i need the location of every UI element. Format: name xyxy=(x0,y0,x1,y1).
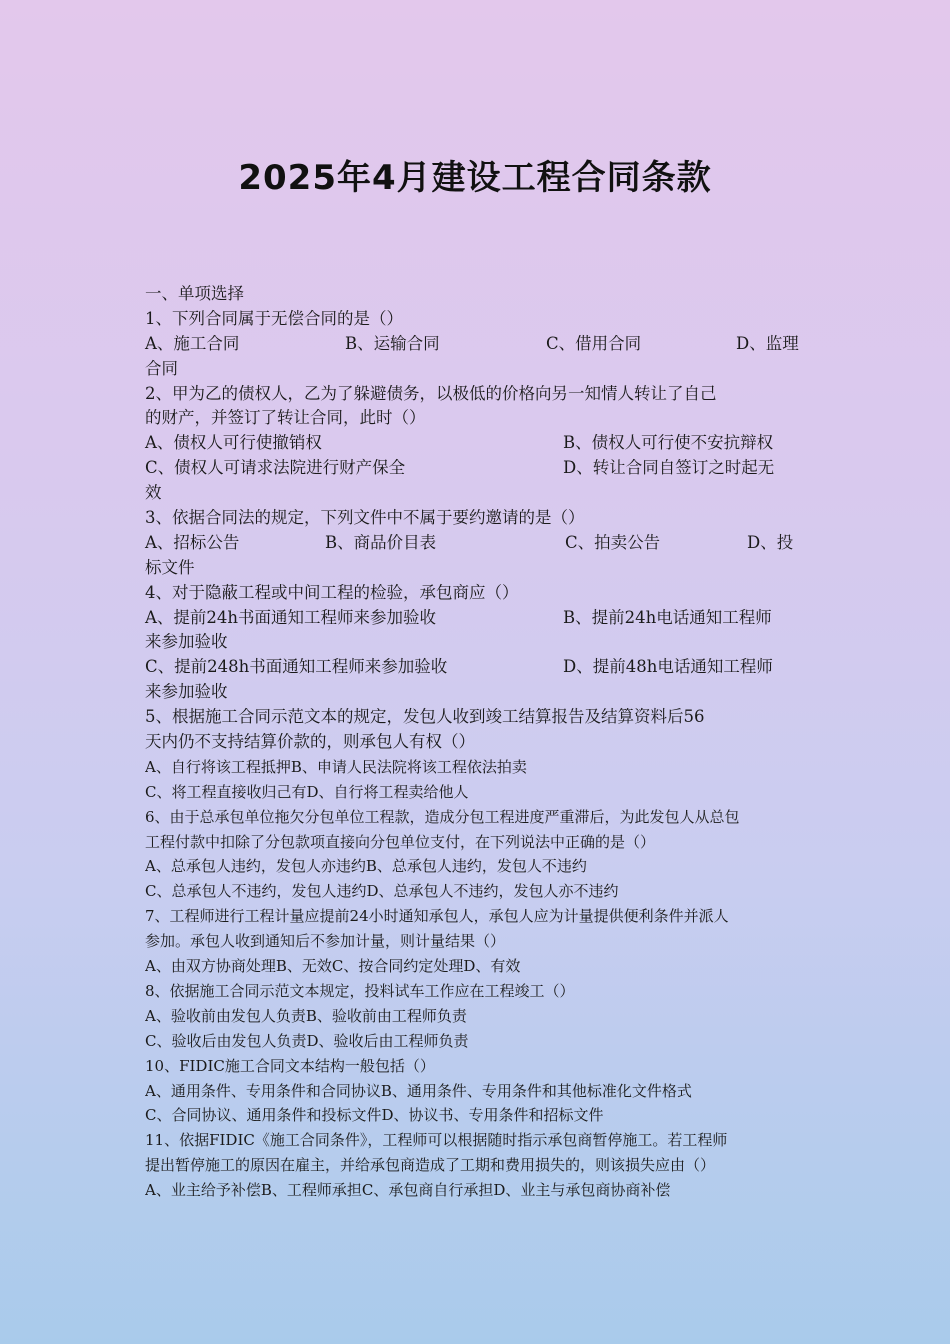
option-c: C、提前248h书面通知工程师来参加验收 xyxy=(145,657,448,677)
question-2-line-1: 2、甲为乙的债权人，乙为了躲避债务，以极低的价格向另一知情人转让了自己 xyxy=(145,383,717,403)
question-3: 3、依据合同法的规定，下列文件中不属于要约邀请的是（） xyxy=(145,508,585,528)
question-8: 8、依据施工合同示范文本规定，投料试车工作应在工程竣工（） xyxy=(145,981,575,1000)
question-11-line-1: 11、依据FIDIC《施工合同条件》，工程师可以根据随时指示承包商暂停施工。若工程师 xyxy=(145,1131,728,1150)
option-c: C、债权人可请求法院进行财产保全 xyxy=(145,458,406,478)
option-d: D、投 xyxy=(747,532,794,552)
question-7-line-2: 参加。承包人收到通知后不参加计量，则计量结果（） xyxy=(145,932,506,951)
option-b: B、商品价目表 xyxy=(325,532,437,552)
option-d: D、监理 xyxy=(736,333,799,353)
question-list xyxy=(145,282,807,1203)
option-a: A、提前24h书面通知工程师来参加验收 xyxy=(145,607,437,627)
question-5-options-cd: C、将工程直接收归己有D、自行将工程卖给他人 xyxy=(145,782,469,801)
option-d: D、转让合同自签订之时起无 xyxy=(563,458,775,478)
question-10: 10、FIDIC施工合同文本结构一般包括（） xyxy=(145,1056,435,1075)
option-b: B、提前24h电话通知工程师 xyxy=(563,607,772,627)
option-a: A、招标公告 xyxy=(145,532,240,552)
document-title: 2025年4月建设工程合同条款 xyxy=(238,158,712,198)
question-1-options xyxy=(145,332,807,357)
question-1: 1、下列合同属于无偿合同的是（） xyxy=(145,308,403,328)
question-4: 4、对于隐蔽工程或中间工程的检验，承包商应（） xyxy=(145,582,519,602)
question-2-line-2: 的财产，并签订了转让合同，此时（） xyxy=(145,408,426,428)
question-8-options-cd: C、验收后由发包人负责D、验收后由工程师负责 xyxy=(145,1031,469,1050)
question-6-line-1: 6、由于总承包单位拖欠分包单位工程款，造成分包工程进度严重滞后，为此发包人从总包 xyxy=(145,807,740,826)
question-6-line-2: 工程付款中扣除了分包款项直接向分包单位支付，在下列说法中正确的是（） xyxy=(145,832,656,851)
question-5-line-2: 天内仍不支持结算价款的，则承包人有权（） xyxy=(145,732,475,752)
option-d-continued: 标文件 xyxy=(145,557,195,577)
option-d: D、提前48h电话通知工程师 xyxy=(563,657,773,677)
option-c: C、借用合同 xyxy=(546,333,642,353)
question-10-options-cd: C、合同协议、通用条件和投标文件D、协议书、专用条件和招标文件 xyxy=(145,1106,604,1125)
option-a: A、施工合同 xyxy=(145,333,240,353)
section-heading: 一、单项选择 xyxy=(145,284,244,303)
question-2-options-ab xyxy=(145,431,807,456)
option-b-continued: 来参加验收 xyxy=(145,632,228,652)
question-6-options-cd: C、总承包人不违约，发包人违约D、总承包人不违约，发包人亦不违约 xyxy=(145,882,619,901)
question-4-options-ab xyxy=(145,606,807,631)
question-7-options: A、由双方协商处理B、无效C、按合同约定处理D、有效 xyxy=(145,957,521,976)
question-4-options-cd xyxy=(145,655,807,680)
question-5-options-ab: A、自行将该工程抵押B、申请人民法院将该工程依法拍卖 xyxy=(145,757,527,776)
option-d-continued: 效 xyxy=(145,483,162,503)
option-c: C、拍卖公告 xyxy=(565,532,661,552)
option-d-continued: 合同 xyxy=(145,358,178,378)
question-11-line-2: 提出暂停施工的原因在雇主，并给承包商造成了工期和费用损失的，则该损失应由（） xyxy=(145,1156,716,1175)
question-5-line-1: 5、根据施工合同示范文本的规定，发包人收到竣工结算报告及结算资料后56 xyxy=(145,707,705,727)
option-d-continued: 来参加验收 xyxy=(145,682,228,702)
question-11-options: A、业主给予补偿B、工程师承担C、承包商自行承担D、业主与承包商协商补偿 xyxy=(145,1181,671,1200)
option-b: B、债权人可行使不安抗辩权 xyxy=(563,433,774,453)
question-2-options-cd xyxy=(145,456,807,481)
question-7-line-1: 7、工程师进行工程计量应提前24小时通知承包人，承包人应为计量提供便利条件并派人 xyxy=(145,907,729,926)
question-6-options-ab: A、总承包人违约，发包人亦违约B、总承包人违约，发包人不违约 xyxy=(145,857,587,876)
option-a: A、债权人可行使撤销权 xyxy=(145,433,322,453)
option-b: B、运输合同 xyxy=(345,333,440,353)
question-10-options-ab: A、通用条件、专用条件和合同协议B、通用条件、专用条件和其他标准化文件格式 xyxy=(145,1081,692,1100)
question-3-options xyxy=(145,531,807,556)
question-8-options-ab: A、验收前由发包人负责B、验收前由工程师负责 xyxy=(145,1006,467,1025)
